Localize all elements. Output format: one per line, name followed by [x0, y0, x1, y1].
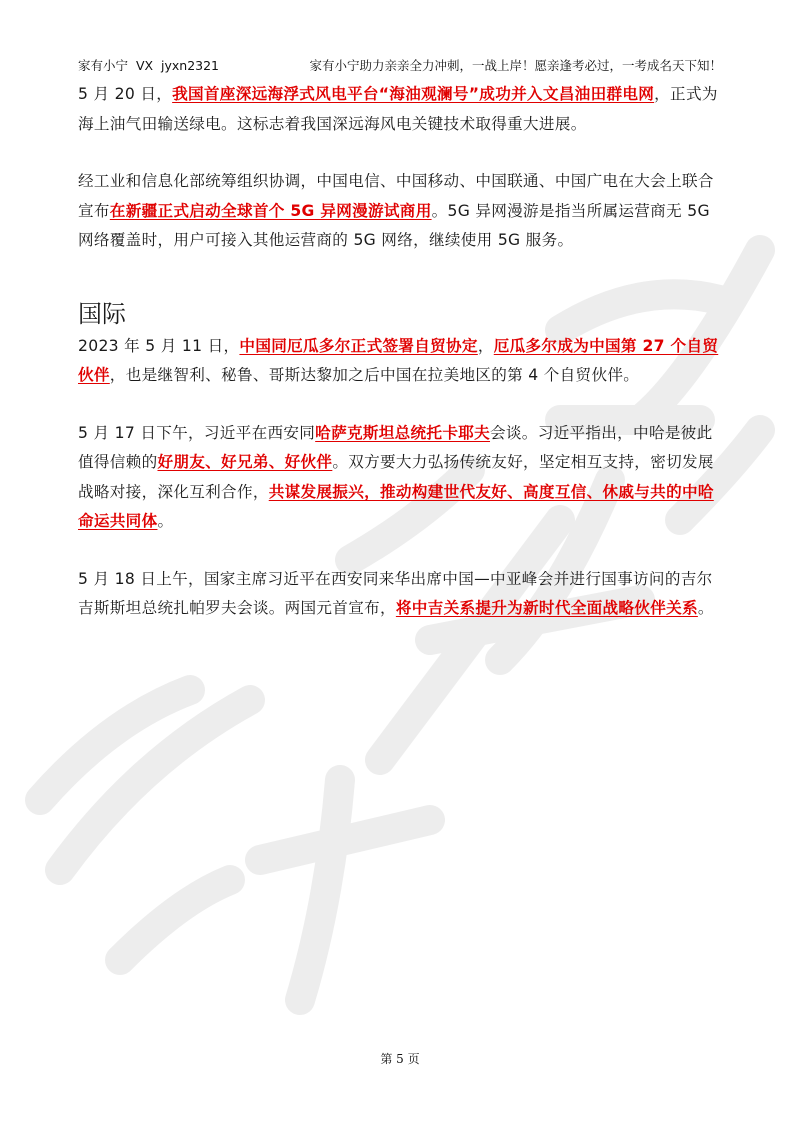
highlight-span: 哈萨克斯坦总统托卡耶夫: [315, 423, 491, 442]
highlight-span: 将中吉关系提升为新时代全面战略伙伴关系: [395, 599, 698, 617]
highlight-span: 我国首座深远海浮式风电平台“海油观澜号”成功并入文昌油田群电网: [172, 85, 655, 103]
paragraph-kazakhstan-talks: [78, 419, 722, 537]
text-span: 。5G 异网漫游是指当所属运营商无 5G 网络覆盖时，用户可接入其他运营商的 5G 网络，继续使用 5G 服务。: [78, 201, 710, 249]
text-span: 5 月 20 日，: [78, 85, 173, 103]
highlight-span: 厄瓜多尔成为中国第 27 个自贸伙伴: [78, 336, 719, 384]
text-span: 2023 年 5 月 11 日，: [78, 336, 240, 355]
header-right-text: 家有小宁助力亲亲全力冲刺，一战上岸！愿亲逢考必过，一考成名天下知！: [309, 58, 722, 73]
text-span: ，也是继智利、秘鲁、哥斯达黎加之后中国在拉美地区的第 4 个自贸伙伴。: [109, 366, 640, 384]
highlight-span: 好朋友、好兄弟、好伙伴: [157, 453, 333, 471]
text-span: 。: [157, 512, 174, 530]
page-number: 第 5 页: [380, 1052, 420, 1066]
text-span: 5 月 18 日上午，国家主席习近平在西安同来华出席中国—中亚峰会并进行国事访问的吉尔吉斯斯坦总统扎帕罗夫会谈。两国元首宣布，: [78, 569, 713, 617]
text-span: 经工业和信息化部统筹组织协调，中国电信、中国移动、中国联通、中国广电在大会上联合宣布: [78, 172, 714, 220]
document-body: [78, 80, 722, 624]
text-span: 。双方要大力弘扬传统友好，坚定相互支持，密切发展战略对接，深化互利合作，: [78, 453, 714, 501]
text-span: 。: [697, 599, 714, 617]
text-span: ，正式为海上油气田输送绿电。这标志着我国深远海风电关键技术取得重大进展。: [78, 85, 718, 133]
paragraph-kyrgyzstan-talks: [78, 565, 722, 624]
text-span: 会谈。习近平指出，中哈是彼此值得信赖的: [78, 423, 713, 471]
paragraph-ecuador-fta: [78, 332, 722, 391]
highlight-span: 在新疆正式启动全球首个 5G 异网漫游试商用: [109, 201, 432, 220]
paragraph-5g-roaming: [78, 167, 722, 256]
page-header: [78, 56, 722, 76]
highlight-span: 共谋发展振兴，推动构建世代友好、高度互信、休戚与共的中哈命运共同体: [78, 482, 714, 530]
header-left-text: 家有小宁 VX jyxn2321: [78, 58, 220, 73]
text-span: ，: [477, 336, 494, 355]
section-title-international: 国际: [78, 299, 126, 328]
paragraph-wind-power: [78, 80, 722, 139]
highlight-span: 中国同厄瓜多尔正式签署自贸协定: [239, 336, 478, 355]
text-span: 5 月 17 日下午，习近平在西安同: [78, 423, 316, 442]
